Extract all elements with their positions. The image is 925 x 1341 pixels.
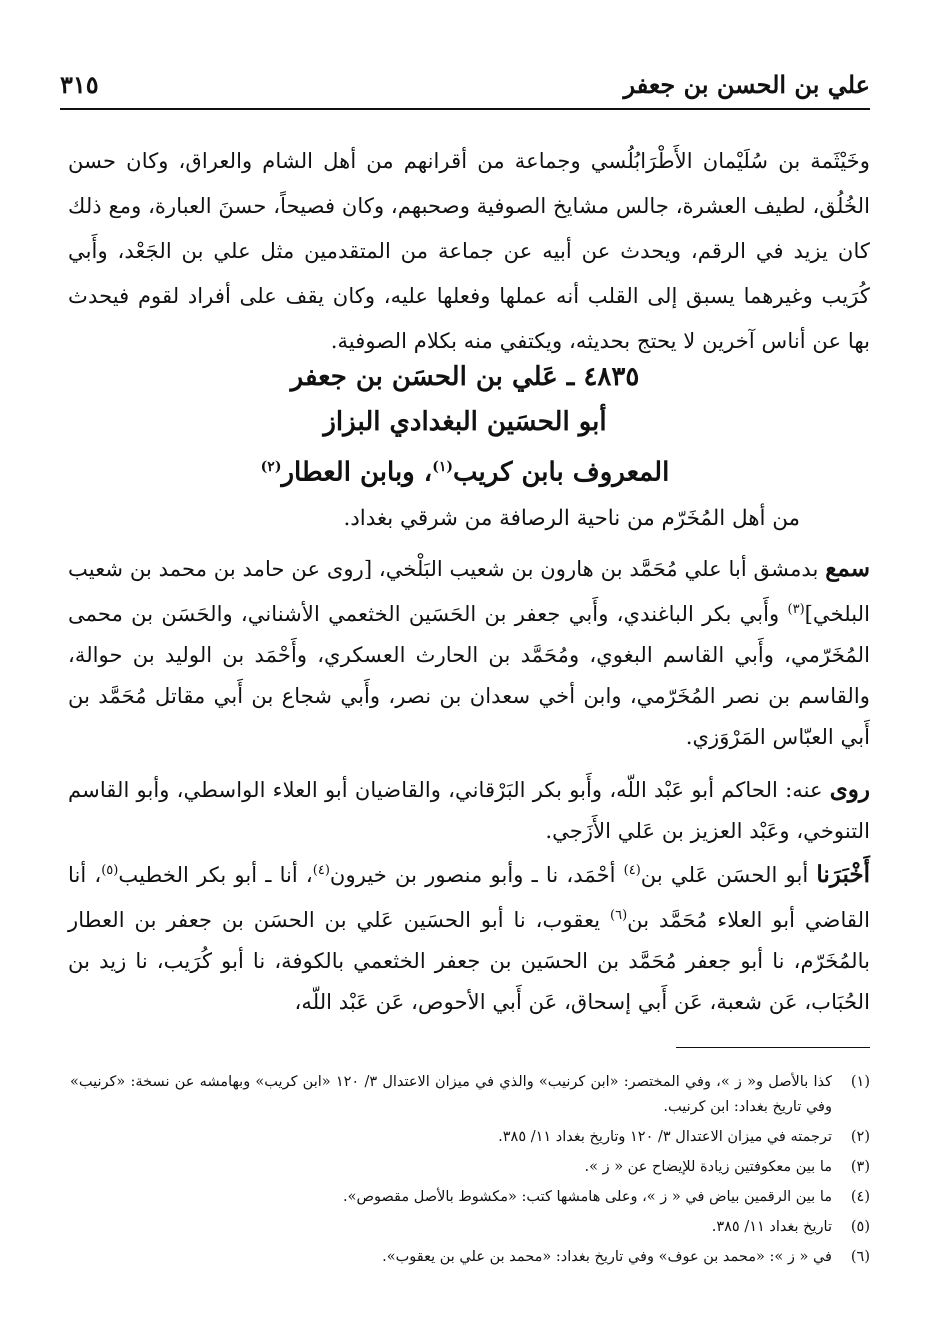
footnote-number: (٢) xyxy=(850,1129,870,1145)
footnote-6 xyxy=(70,1245,870,1270)
entry-known-as-text-2: ، وبابن العطار xyxy=(281,457,433,488)
footnote-text: تاريخ بغداد ١١/ ٣٨٥. xyxy=(711,1219,832,1235)
paragraph-origin: من أهل المُخَرّم من ناحية الرصافة من شرقي بغداد. xyxy=(343,506,800,531)
footnote-5 xyxy=(70,1215,870,1240)
paragraph-akhbarana xyxy=(68,850,870,1022)
sami-text-b: وأَبي بكر الباغندي، وأَبي جعفر بن الحَسَين الخثعمي الأشناني، والحَسَن بن محمى المُخَرّمي، وأَبي القاسم البغوي، ومُحَمَّد بن الحارث العسكري، وأَحْمَد بن الوليد بن حوالة، والقاسم بن نصر المُخَرّمي، وابن أخي سعدان بن نصر، وأَبي شجاع بن أَبي مقاتل مُحَمَّد بن أَبي العبّاس المَرْوَزي. xyxy=(68,601,870,750)
entry-heading xyxy=(60,355,870,496)
section-lead-akhbarana: أَخْبَرَنا xyxy=(816,861,870,889)
footnotes xyxy=(70,1070,870,1275)
entry-known-as xyxy=(60,445,870,496)
footnote-ref-1: (١) xyxy=(432,459,453,475)
footnote-number: (٤) xyxy=(850,1189,870,1205)
paragraph-sami xyxy=(68,548,870,757)
footnote-text: ما بين معكوفتين زيادة للإيضاح عن « ز ». xyxy=(584,1159,832,1175)
footnote-ref-5: (٥) xyxy=(101,863,119,878)
akhbarana-text-a: أبو الحسَن عَلي بن xyxy=(640,862,817,888)
akhbarana-text-e: يعقوب، نا أبو الحسَين عَلي بن الحسَن بن جعفر بن العطار بالمُخَرّم، نا أبو جعفر مُحَمَّد بن الحسَين بن جعفر الخثعمي بالكوفة، نا أبو كُرَيب، نا زيد بن الحُبَاب، عَن شعبة، عَن أَبي إسحاق، عَن أَبي الأحوص، عَن عَبْد اللّه، xyxy=(68,907,870,1015)
footnote-number: (٥) xyxy=(850,1219,870,1235)
footnote-3 xyxy=(70,1155,870,1180)
sami-text-a: بدمشق أبا علي مُحَمَّد بن هارون بن شعيب البَلْخي، [روى عن حامد بن محمد بن شعيب البلخي] xyxy=(68,556,870,627)
akhbarana-text-b: أحْمَد، نا ـ وأبو منصور بن خيرون xyxy=(329,862,624,888)
entry-kunya: أبو الحسَين البغدادي البزاز xyxy=(323,407,607,437)
paragraph-rawa xyxy=(68,769,870,851)
entry-title: ٤٨٣٥ ـ عَلي بن الحسَن بن جعفر xyxy=(290,362,640,392)
footnote-4 xyxy=(70,1185,870,1210)
footnote-number: (١) xyxy=(850,1074,870,1090)
footnote-ref-2: (٢) xyxy=(260,459,282,475)
footnote-ref-4a: (٤) xyxy=(623,863,641,878)
akhbarana-text-c: ، أنا ـ أبو بكر الخطيب xyxy=(118,862,313,888)
akhbarana-text-d: ، أنا القاضي أبو العلاء مُحَمَّد بن xyxy=(68,862,870,933)
page-header xyxy=(60,70,870,110)
section-lead-rawa: روى xyxy=(829,776,870,803)
footnote-1 xyxy=(70,1070,870,1120)
footnote-number: (٣) xyxy=(850,1159,870,1175)
footnote-text: ما بين الرقمين بياض في « ز »، وعلى هامشها كتب: «مكشوط بالأصل مقصوص». xyxy=(342,1189,832,1205)
footnote-rule xyxy=(676,1047,870,1048)
entry-known-as-text: المعروف بابن كريب xyxy=(452,457,670,488)
footnote-text: كذا بالأصل و« ز »، وفي المختصر: «ابن كرنيب» والذي في ميزان الاعتدال ٣/ ١٢٠ «ابن كريب» وبهامشه عن نسخة: «كرنيب» وفي تاريخ بغداد: ابن كرنيب. xyxy=(70,1074,832,1115)
footnote-ref-4b: (٤) xyxy=(312,863,330,878)
footnote-ref-3: (٣) xyxy=(787,602,805,617)
rawa-text: عنه: الحاكم أبو عَبْد اللّه، وأَبو بكر البَرْقاني، والقاضيان أبو العلاء الواسطي، وأبو القاسم التنوخي، وعَبْد العزيز بن عَلي الأَزَجي. xyxy=(68,777,870,843)
footnote-text: ترجمته في ميزان الاعتدال ٣/ ١٢٠ وتاريخ بغداد ١١/ ٣٨٥. xyxy=(498,1129,832,1145)
paragraph-continuation: وخَيْثَمة بن سُلَيْمان الأَطْرَابُلُسي وجماعة من أقرانهم من أهل الشام والعراق، وكان حسن الخُلُق، لطيف العشرة، جالس مشايخ الصوفية وصحبهم، وكان فصيحاً، حسنَ العبارة، ومع ذلك كان يزيد في الرقم، ويحدث عن أبيه عن جماعة من المتقدمين مثل علي بن الجَعْد، وأَبي كُرَيب وغيرهما يسبق إلى القلب أنه عملها وفعلها عليه، وكان يقف على أفراد لقوم فيحدث بها عن أناس آخرين لا يحتج بحديثه، ويكتفي منه بكلام الصوفية. xyxy=(68,148,871,353)
running-title: علي بن الحسن بن جعفر xyxy=(623,70,870,99)
footnote-text: في « ز »: «محمد بن عوف» وفي تاريخ بغداد: «محمد بن علي بن يعقوب». xyxy=(382,1249,832,1265)
footnote-number: (٦) xyxy=(850,1249,870,1265)
header-rule xyxy=(60,108,870,110)
section-lead-sami: سمع xyxy=(825,555,870,582)
footnote-ref-6: (٦) xyxy=(610,908,628,924)
page-number: ٣١٥ xyxy=(60,70,99,99)
footnote-2 xyxy=(70,1125,870,1150)
